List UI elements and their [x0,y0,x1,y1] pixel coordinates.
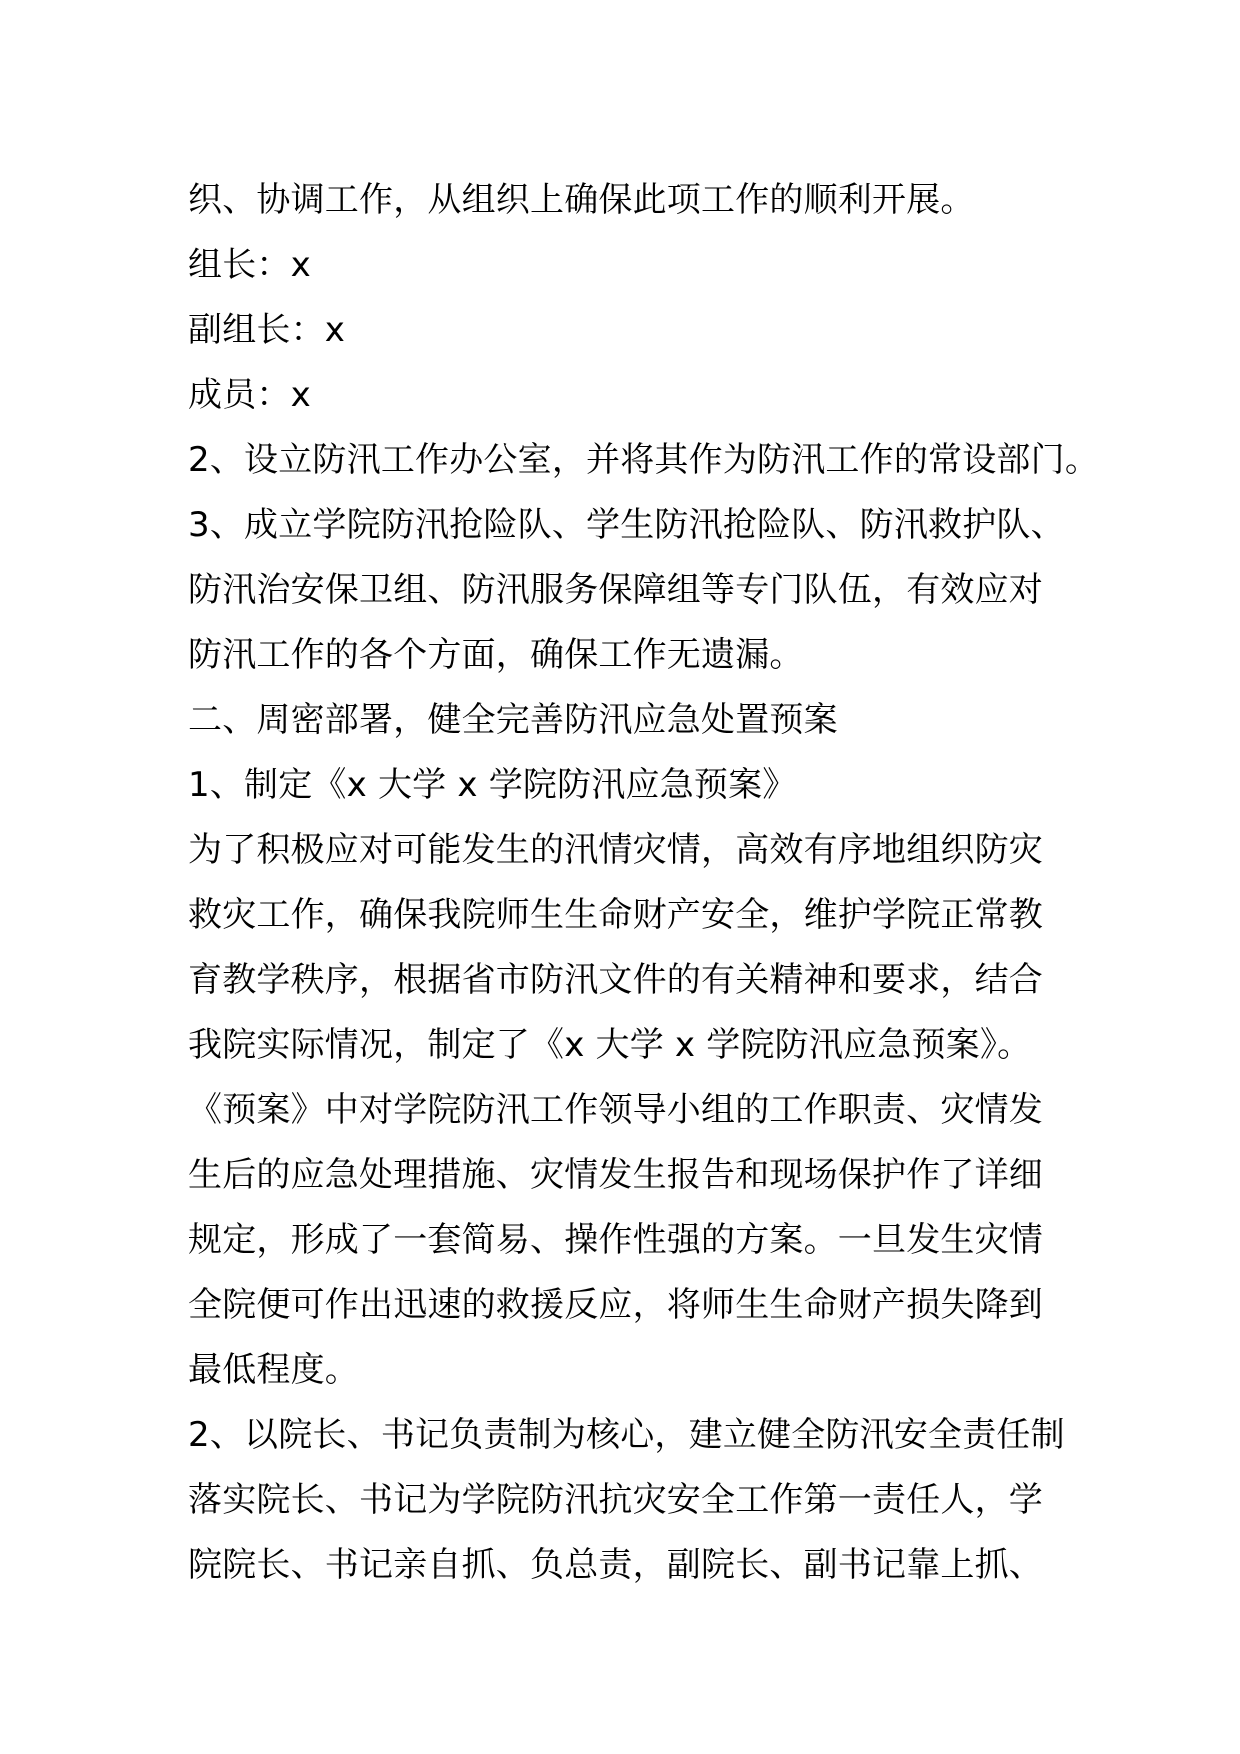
text-line: 最低程度。 [188,1350,359,1390]
text-line: 成员：x [188,375,311,415]
text-line: 育教学秩序，根据省市防汛文件的有关精神和要求，结合 [188,960,1043,1000]
text-line: 院院长、书记亲自抓、负总责，副院长、副书记靠上抓、 [188,1545,1043,1585]
text-line: 防汛治安保卫组、防汛服务保障组等专门队伍，有效应对 [188,570,1043,610]
text-line: 我院实际情况，制定了《x 大学 x 学院防汛应急预案》。 [188,1025,1032,1065]
text-line: 生后的应急处理措施、灾情发生报告和现场保护作了详细 [188,1155,1043,1195]
text-line: 全院便可作出迅速的救援反应，将师生生命财产损失降到 [188,1285,1043,1325]
text-line: 3、成立学院防汛抢险队、学生防汛抢险队、防汛救护队、 [188,505,1065,545]
subsection-heading: 1、制定《x 大学 x 学院防汛应急预案》 [188,765,797,805]
subsection-heading: 2、以院长、书记负责制为核心，建立健全防汛安全责任制 [188,1415,1065,1455]
text-line: 织、协调工作，从组织上确保此项工作的顺利开展。 [188,180,975,220]
document-body [188,168,1100,1598]
section-heading: 二、周密部署，健全完善防汛应急处置预案 [188,700,838,740]
text-line: 规定，形成了一套简易、操作性强的方案。一旦发生灾情 [188,1220,1043,1260]
text-line: 2、设立防汛工作办公室，并将其作为防汛工作的常设部门。 [188,440,1100,480]
text-line: 救灾工作，确保我院师生生命财产安全，维护学院正常教 [188,895,1043,935]
text-line: 《预案》中对学院防汛工作领导小组的工作职责、灾情发 [188,1090,1043,1130]
text-line: 落实院长、书记为学院防汛抗灾安全工作第一责任人，学 [188,1480,1043,1520]
text-line: 组长：x [188,245,311,285]
text-line: 防汛工作的各个方面，确保工作无遗漏。 [188,635,804,675]
text-line: 为了积极应对可能发生的汛情灾情，高效有序地组织防灾 [188,830,1043,870]
text-line: 副组长：x [188,310,346,350]
